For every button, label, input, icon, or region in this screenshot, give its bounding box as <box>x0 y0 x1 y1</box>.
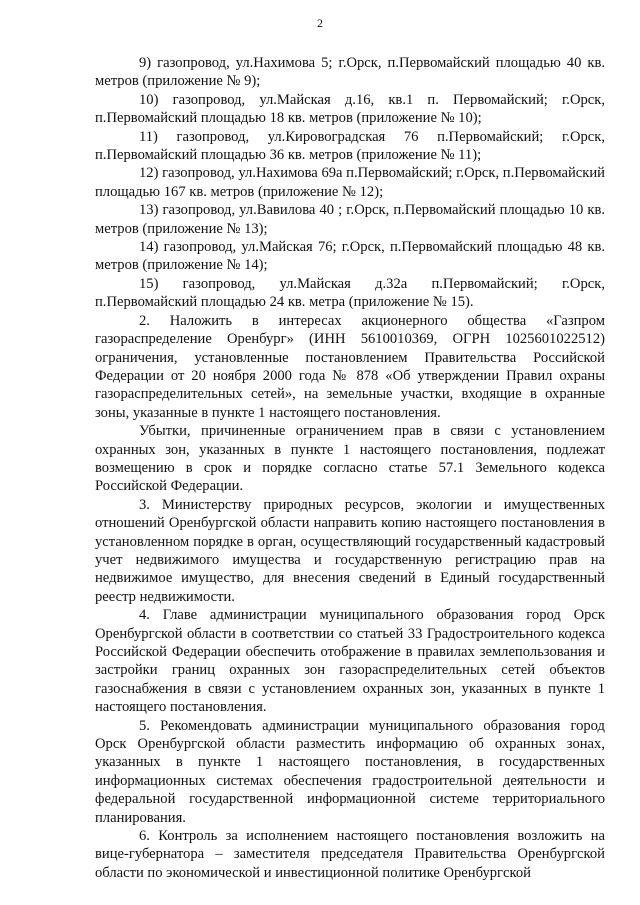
clause-4-paragraph: 4. Главе администрации муниципального образования город Орск Оренбургской области в соответствии со статьей 33 Градостроительного кодекса Российской Федерации обеспечить отображение в правилах землепользования и застройки границ охранных зон газораспределительных сетей объектов газоснабжения в связи с установлением охранных зон, указанных в пункте 1 настоящего постановления. <box>95 607 605 716</box>
losses-paragraph: Убытки, причиненные ограничением прав в связи с установлением охранных зон, указанных в пункте 1 настоящего постановления, подлежат возмещению в срок и порядке согласно статье 57.1 Земельного кодекса Российской Федерации. <box>95 423 605 495</box>
clause-2-paragraph: 2. Наложить в интересах акционерного общества «Газпром газораспределение Оренбург» (ИНН 5610010369, ОГРН 1025601022512) ограничения, установленные постановлением Правительства Российской Федерации от 20 ноября 2000 года № 878 «Об утверждении Правил охраны газораспределительных сетей», на земельные участки, входящие в охранные зоны, указанные в пункте 1 настоящего постановления. <box>95 312 605 421</box>
list-item-14: 14) газопровод, ул.Майская 76; г.Орск, п.Первомайский площадью 48 кв. метров (приложение № 14); <box>95 239 605 274</box>
clause-5-paragraph: 5. Рекомендовать администрации муниципального образования город Орск Оренбургской области разместить информацию об охранных зонах, указанных в пункте 1 настоящего постановления, в государственных информационных системах обеспечения градостроительной деятельности и федеральной государственной информационной системе территориального планирования. <box>95 717 605 826</box>
list-item-10: 10) газопровод, ул.Майская д.16, кв.1 п. Первомайский; г.Орск, п.Первомайский площадью 18 кв. метров (приложение № 10); <box>95 91 605 127</box>
list-item-11: 11) газопровод, ул.Кировоградская 76 п.Первомайский; г.Орск, п.Первомайский площадью 36 кв. метров (приложение № 11); <box>95 128 605 164</box>
page-number: 2 <box>317 16 323 30</box>
clause-3-paragraph: 3. Министерству природных ресурсов, экологии и имущественных отношений Оренбургской области направить копию настоящего постановления в установленном порядке в орган, осуществляющий государственный кадастровый учет недвижимого имущества и государственную регистрацию прав на недвижимое имущество, для внесения сведений в Единый государственный реестр недвижимости. <box>95 496 605 605</box>
list-item-15: 15) газопровод, ул.Майская д.32а п.Первомайский; г.Орск, п.Первомайский площадью 24 кв. метра (приложение № 15). <box>95 275 605 311</box>
list-item-13: 13) газопровод, ул.Вавилова 40 ; г.Орск, п.Первомайский площадью 10 кв. метров (приложение № 13); <box>95 202 605 237</box>
list-item-9: 9) газопровод, ул.Нахимова 5; г.Орск, п.Первомайский площадью 40 кв. метров (приложение № 9); <box>95 55 605 90</box>
clause-6-paragraph: 6. Контроль за исполнением настоящего постановления возложить на вице-губернатора – заместителя председателя Правительства Оренбургской области по экономической и инвестиционной политике Оренбургской <box>95 828 605 881</box>
list-item-12: 12) газопровод, ул.Нахимова 69а п.Первомайский; г.Орск, п.Первомайский площадью 167 кв. метров (приложение № 12); <box>95 165 605 200</box>
document-body <box>95 54 605 882</box>
